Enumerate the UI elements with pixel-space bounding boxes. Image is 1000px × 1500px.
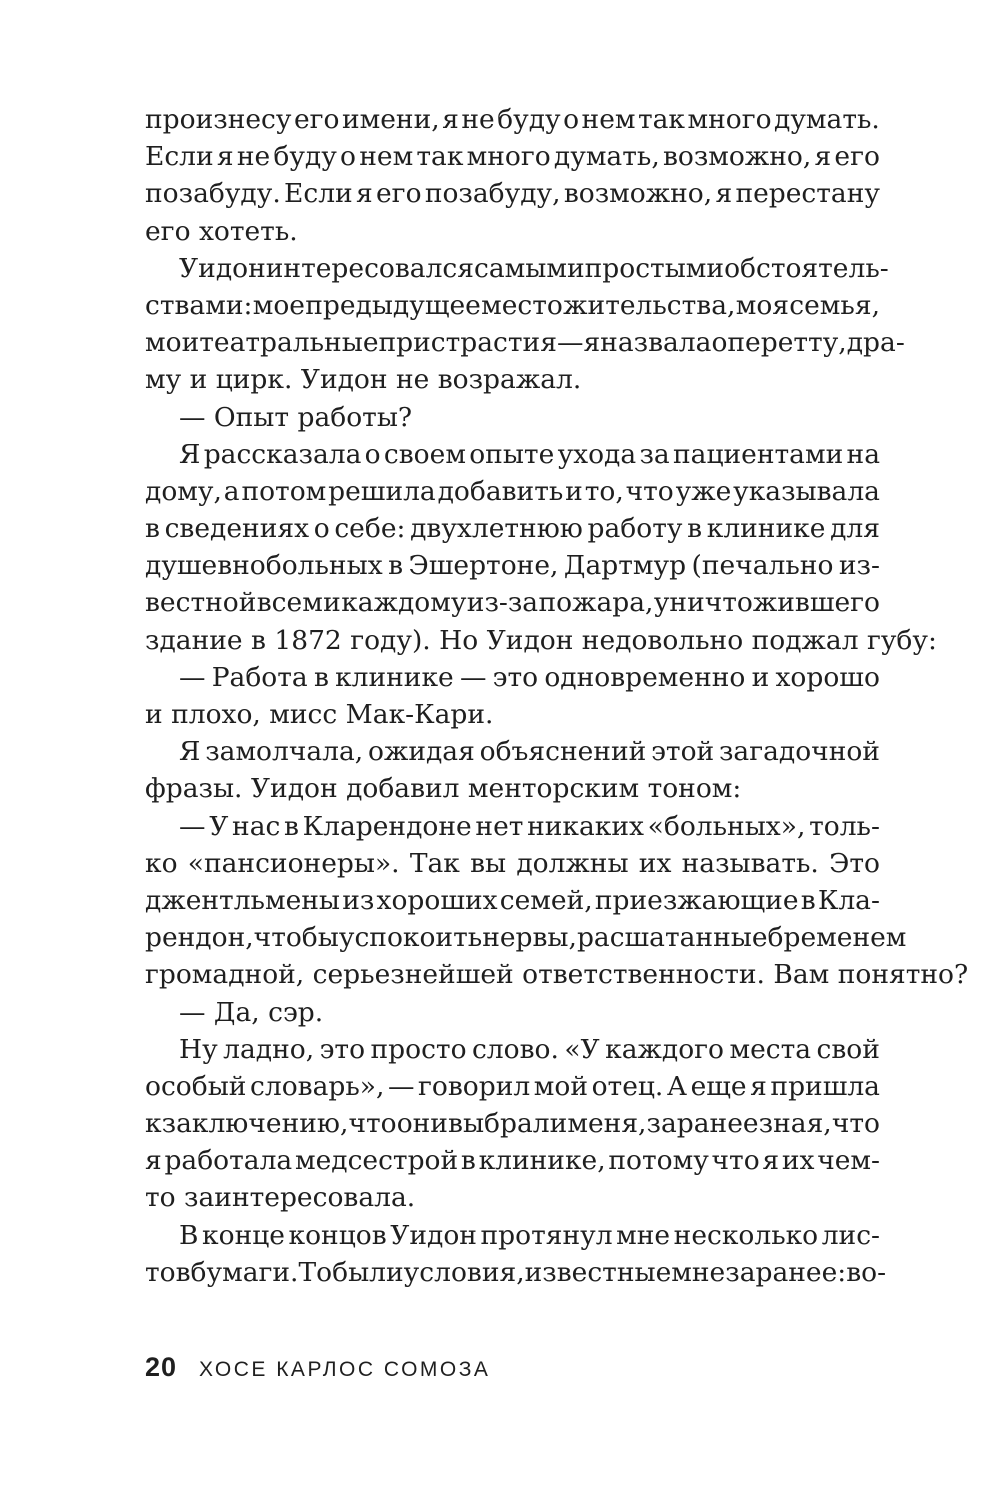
text-line: — Опыт работы?: [179, 401, 413, 433]
text-line: ко «пансионеры». Так вы должны их называть. Это: [145, 847, 880, 879]
text-line: джентльмены из хороших семей, приезжающие в Кла-: [145, 884, 880, 916]
text-line: — У нас в Кларендоне нет никаких «больных», толь-: [179, 810, 880, 842]
text-line: его хотеть.: [145, 215, 298, 247]
text-line: позабуду. Если я его позабуду, возможно, я перестану: [145, 178, 880, 210]
text-line: Если я не буду о нем так много думать, возможно, я его: [145, 141, 880, 173]
text-line: тов бумаги. То были условия, известные мне заранее: во-: [145, 1256, 887, 1288]
text-line: к заключению, что они выбрали меня, заранее зная, что: [145, 1108, 880, 1140]
page-footer: [145, 1352, 490, 1383]
text-line: мои театральные пристрастия — я назвала оперетту, дра-: [145, 327, 905, 359]
text-line: душевнобольных в Эшертоне, Дартмур (печально из-: [145, 550, 880, 582]
text-line: и плохо, мисс Мак-Кари.: [145, 699, 494, 730]
text-line: произнесу его имени, я не буду о нем так много думать.: [145, 104, 880, 135]
text-line: рендон, чтобы успокоить нервы, расшатанные бременем: [145, 922, 907, 954]
text-line: ствами: мое предыдущее место жительства, моя семья,: [145, 289, 880, 321]
text-line: здание в 1872 году). Но Уидон недовольно поджал губу:: [145, 624, 937, 656]
text-line: му и цирк. Уидон не возражал.: [145, 364, 582, 396]
text-line: фразы. Уидон добавил менторским тоном:: [145, 773, 742, 805]
running-head-author: ХОСЕ КАРЛОС СОМОЗА: [199, 1358, 491, 1381]
text-line: Я замолчала, ожидая объяснений этой загадочной: [179, 736, 880, 768]
text-line: в сведениях о себе: двухлетнюю работу в клинике для: [145, 513, 880, 545]
text-line: вестной всем и каждому из-за пожара, уничтожившего: [145, 587, 880, 619]
text-line: Я рассказала о своем опыте ухода за пациентами на: [179, 438, 880, 470]
text-line: Уидон интересовался самыми простыми обстоятель-: [179, 252, 889, 284]
text-line: громадной, серьезнейшей ответственности. Вам понятно?: [145, 959, 969, 991]
text-line: я работала медсестрой в клинике, потому что я их чем-: [145, 1145, 880, 1177]
text-line: Ну ладно, это просто слово. «У каждого места свой: [179, 1033, 880, 1065]
text-line: то заинтересовала.: [145, 1182, 416, 1214]
text-line: В конце концов Уидон протянул мне несколько лис-: [179, 1219, 880, 1251]
text-line: — Да, сэр.: [179, 996, 324, 1028]
page-number: 20: [145, 1352, 178, 1382]
body-text: [145, 101, 969, 1291]
text-line: дому, а потом решила добавить и то, что уже указывала: [145, 475, 880, 507]
text-line: — Работа в клинике — это одновременно и хорошо: [179, 661, 880, 693]
text-line: особый словарь», — говорил мой отец. А еще я пришла: [145, 1070, 880, 1102]
